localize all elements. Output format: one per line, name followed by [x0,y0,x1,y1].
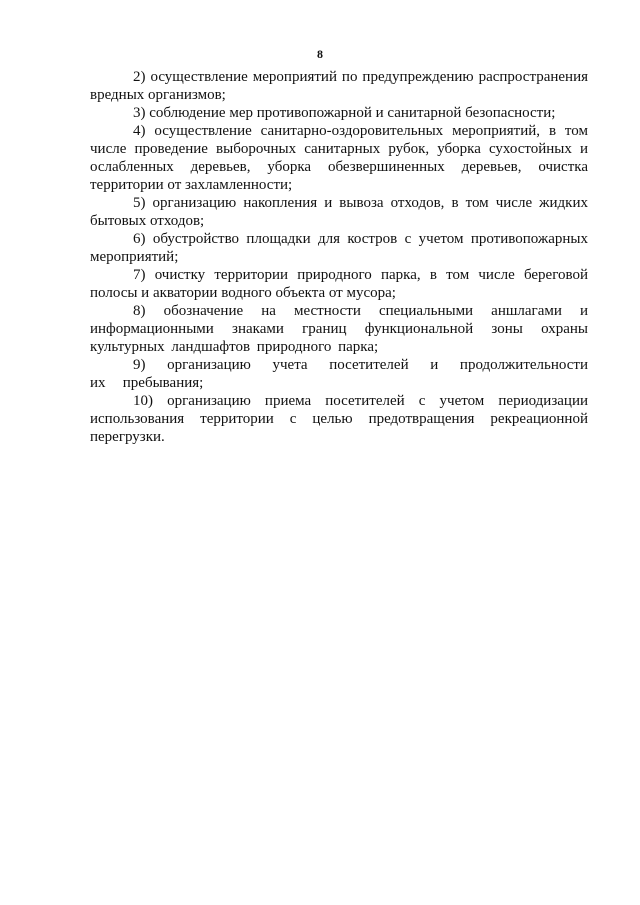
page-number: 8 [317,47,323,61]
list-item-6: 6) обустройство площадки для костров с учетом противопожарных мероприятий; [90,231,588,265]
list-item-3: 3) соблюдение мер противопожарной и санитарной безопасности; [133,105,556,121]
list-item-9: 9) организацию учета посетителей и продолжительности их пребывания; [90,357,588,391]
document-body [90,68,588,446]
list-item-8: 8) обозначение на местности специальными аншлагами и информационными знаками границ функциональной зоны охраны культурных ландшафтов природного парка; [90,303,588,355]
list-item-10: 10) организацию приема посетителей с учетом периодизации использования территории с целью предотвращения рекреационной перегрузки. [90,393,588,445]
list-item-7: 7) очистку территории природного парка, в том числе береговой полосы и акватории водного объекта от мусора; [90,267,588,301]
list-item-2: 2) осуществление мероприятий по предупреждению распространения вредных организмов; [90,69,588,103]
list-item-5: 5) организацию накопления и вывоза отходов, в том числе жидких бытовых отходов; [90,195,588,229]
list-item-4: 4) осуществление санитарно-оздоровительных мероприятий, в том числе проведение выборочных санитарных рубок, уборка сухостойных и ослабленных деревьев, уборка обезвершиненных деревьев, очистка территории от захламленности; [90,123,588,193]
